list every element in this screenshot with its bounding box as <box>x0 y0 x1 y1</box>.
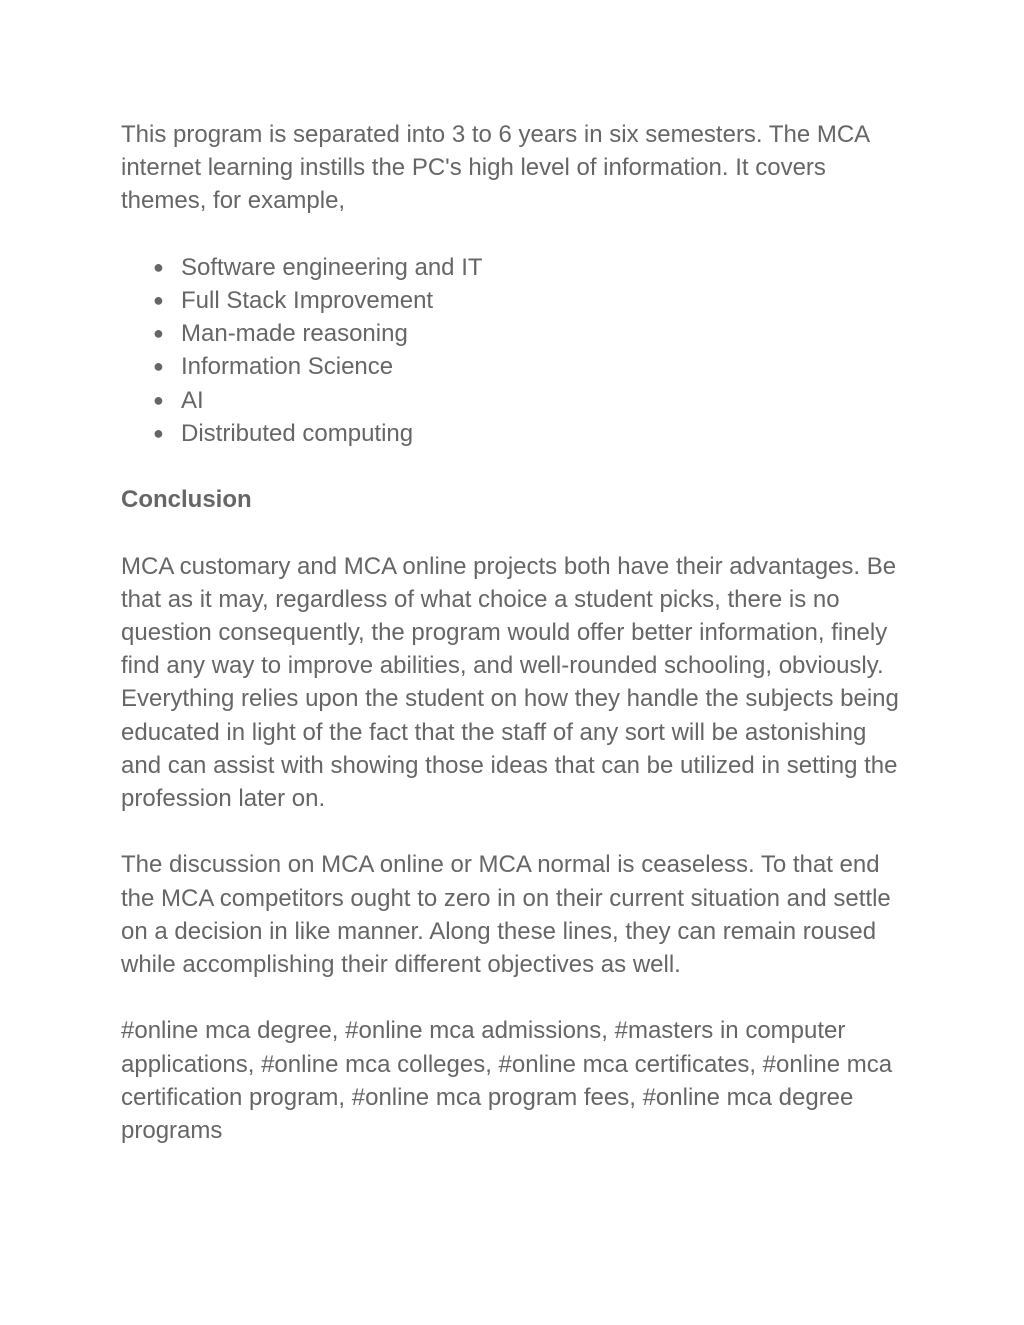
conclusion-heading: Conclusion <box>121 486 252 514</box>
list-item <box>121 284 911 317</box>
list-item-label: Man-made reasoning <box>181 320 408 348</box>
intro-paragraph: This program is separated into 3 to 6 years in six semesters. The MCA internet learning instills the PC's high level of information. It covers themes, for example, <box>121 121 869 215</box>
bullet-icon: ● <box>153 356 164 377</box>
list-item-label: Information Science <box>181 353 394 381</box>
list-item <box>121 350 911 383</box>
bullet-icon: ● <box>153 256 164 277</box>
bullet-icon: ● <box>153 422 164 443</box>
list-item-label: Software engineering and IT <box>181 253 483 281</box>
bullet-icon: ● <box>153 290 164 310</box>
list-item <box>121 251 911 284</box>
bullet-icon: ● <box>153 389 164 410</box>
topics-list <box>121 251 911 450</box>
list-item-label: AI <box>181 386 204 414</box>
list-item <box>121 317 911 350</box>
bullet-icon: ● <box>153 323 164 344</box>
hashtags-paragraph: #online mca degree, #online mca admissions, #masters in computer applications, #online mca colleges, #online mca certificates, #online mca certification program, #online mca program fees, #online mca degree programs <box>121 1017 893 1145</box>
list-item-label: Distributed computing <box>181 419 414 447</box>
conclusion-paragraph: MCA customary and MCA online projects both have their advantages. Be that as it may, regardless of what choice a student picks, there is no question consequently, the program would offer better information, finely find any way to improve abilities, and well-rounded schooling, obviously. Everything relies upon the student on how they handle the subjects being educated in light of the fact that the staff of any sort will be astonishing and can assist with showing those ideas that can be utilized in setting the profession later on. <box>121 552 899 813</box>
list-item-label: Full Stack Improvement <box>181 287 434 314</box>
list-item <box>121 417 911 450</box>
discussion-paragraph: The discussion on MCA online or MCA normal is ceaseless. To that end the MCA competitors ought to zero in on their current situation and settle on a decision in like manner. Along these lines, they can remain roused while accomplishing their different objectives as well. <box>121 851 891 979</box>
document-page <box>121 118 911 1180</box>
list-item <box>121 384 911 417</box>
